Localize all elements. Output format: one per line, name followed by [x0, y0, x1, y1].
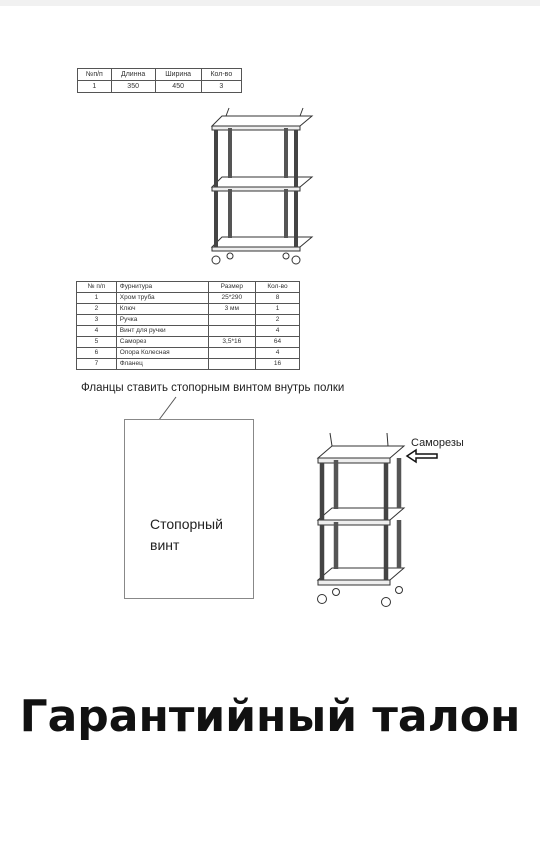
table-cell: 4 — [77, 326, 117, 337]
table-cell: 5 — [77, 337, 117, 348]
table-cell: 64 — [256, 337, 300, 348]
table-cell: 7 — [77, 359, 117, 370]
header-cell: Кол-во — [201, 69, 241, 81]
table-cell: 2 — [256, 315, 300, 326]
table-cell: 1 — [77, 293, 117, 304]
table-cell: 1 — [256, 304, 300, 315]
assembly-document — [0, 6, 540, 666]
header-cell: №п/п — [78, 69, 112, 81]
header-cell: Ширина — [155, 69, 201, 81]
table-cell: 3,5*16 — [208, 337, 255, 348]
table-cell: Ручка — [116, 315, 208, 326]
header-cell: № п/п — [77, 282, 117, 293]
table-cell: 6 — [77, 348, 117, 359]
table-cell: Саморез — [116, 337, 208, 348]
table-cell: 3 — [201, 81, 241, 93]
rack-illustration-small — [212, 108, 312, 264]
table-cell: Фланец — [116, 359, 208, 370]
rack-illustration-large — [318, 433, 405, 607]
table-cell: 2 — [77, 304, 117, 315]
header-cell: Размер — [208, 282, 255, 293]
table-cell: 4 — [256, 348, 300, 359]
flange-instruction-caption: Фланцы ставить стопорным винтом внутрь полки — [81, 382, 345, 394]
table-cell: 8 — [256, 293, 300, 304]
screws-label: Саморезы — [411, 437, 464, 449]
table-cell: 1 — [78, 81, 112, 93]
locking-screw-label: Стопорный винт — [150, 516, 223, 553]
table-cell: 3 мм — [208, 304, 255, 315]
diagram-drawings — [0, 6, 540, 666]
table-cell: Ключ — [116, 304, 208, 315]
header-cell: Длинна — [111, 69, 155, 81]
table-cell: 450 — [155, 81, 201, 93]
table-cell: 4 — [256, 326, 300, 337]
table-cell: 25*290 — [208, 293, 255, 304]
table-cell: 3 — [77, 315, 117, 326]
shelf-panel-diagram — [124, 419, 254, 599]
arrow-icon — [407, 450, 437, 462]
table-cell: 350 — [111, 81, 155, 93]
header-cell: Кол-во — [256, 282, 300, 293]
table-cell: Винт для ручки — [116, 326, 208, 337]
table-cell: Опора Колесная — [116, 348, 208, 359]
table-cell: Хром труба — [116, 293, 208, 304]
header-cell: Фурнитура — [116, 282, 208, 293]
page-title: Гарантийный талон — [19, 691, 521, 742]
table-cell: 16 — [256, 359, 300, 370]
